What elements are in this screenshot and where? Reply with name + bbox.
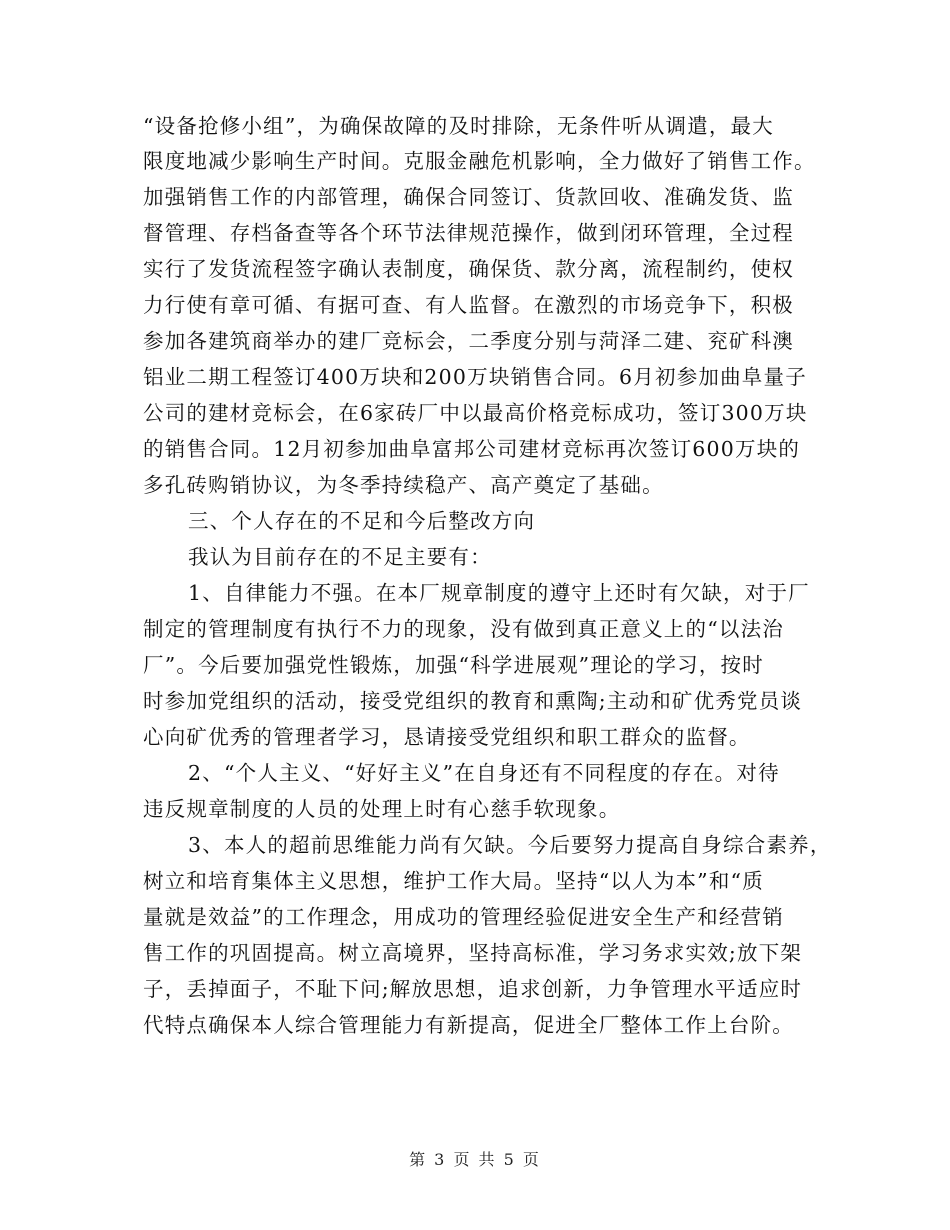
- section-heading: 三、个人存在的不足和今后整改方向: [188, 509, 536, 533]
- paragraph-line: 制定的管理制度有执行不力的现象，没有做到真正意义上的“以法治: [143, 617, 784, 641]
- paragraph-line: 树立和培育集体主义思想，维护工作大局。坚持“以人为本”和“质: [143, 869, 764, 893]
- paragraph-line: “设备抢修小组”，为确保故障的及时排除，无条件听从调遣，最大: [143, 114, 774, 138]
- paragraph-line: 力行使有章可循、有据可查、有人监督。在激烈的市场竞争下，积极: [143, 293, 794, 317]
- paragraph-line: 铝业二期工程签订400万块和200万块销售合同。6月初参加曲阜量子: [143, 365, 807, 389]
- page-number-footer: 第 3 页 共 5 页: [409, 1150, 541, 1169]
- paragraph-line: 子，丢掉面子，不耻下问;解放思想，追求创新，力争管理水平适应时: [143, 977, 803, 1001]
- paragraph-line: 多孔砖购销协议，为冬季持续稳产、高产奠定了基础。: [143, 473, 664, 497]
- paragraph-line: 实行了发货流程签字确认表制度，确保货、款分离，流程制约，使权: [143, 257, 794, 281]
- paragraph-line: 厂”。今后要加强党性锻炼，加强“科学进展观”理论的学习，按时: [143, 653, 764, 677]
- paragraph-line: 量就是效益”的工作理念，用成功的管理经验促进安全生产和经营销: [143, 905, 784, 929]
- paragraph-line: 公司的建材竞标会，在6家砖厂中以最高价格竞标成功，签订300万块: [143, 401, 808, 425]
- paragraph-line: 时参加党组织的活动，接受党组织的教育和熏陶;主动和矿优秀党员谈: [143, 689, 803, 713]
- paragraph-line: 参加各建筑商举办的建厂竞标会，二季度分别与菏泽二建、兖矿科澳: [143, 329, 794, 353]
- paragraph-line: 限度地减少影响生产时间。克服金融危机影响，全力做好了销售工作。: [143, 149, 816, 173]
- paragraph-line: 代特点确保本人综合管理能力有新提高，促进全厂整体工作上台阶。: [143, 1013, 794, 1037]
- paragraph-line: 心向矿优秀的管理者学习，恳请接受党组织和职工群众的监督。: [143, 725, 751, 749]
- paragraph-line: 2、“个人主义、“好好主义”在自身还有不同程度的存在。对待: [188, 761, 780, 785]
- paragraph-line: 加强销售工作的内部管理，确保合同签订、货款回收、准确发货、监: [143, 185, 794, 209]
- paragraph-line: 我认为目前存在的不足主要有：: [188, 545, 492, 569]
- paragraph-line: 3、本人的超前思维能力尚有欠缺。今后要努力提高自身综合素养，: [188, 833, 832, 857]
- paragraph-line: 的销售合同。12月初参加曲阜富邦公司建材竞标再次签订600万块的: [143, 437, 801, 461]
- paragraph-line: 违反规章制度的人员的处理上时有心慈手软现象。: [143, 797, 621, 821]
- paragraph-line: 售工作的巩固提高。树立高境界，坚持高标准，学习务求实效;放下架: [143, 941, 803, 965]
- paragraph-line: 督管理、存档备查等各个环节法律规范操作，做到闭环管理，全过程: [143, 221, 794, 245]
- paragraph-line: 1、自律能力不强。在本厂规章制度的遵守上还时有欠缺，对于厂: [188, 581, 810, 605]
